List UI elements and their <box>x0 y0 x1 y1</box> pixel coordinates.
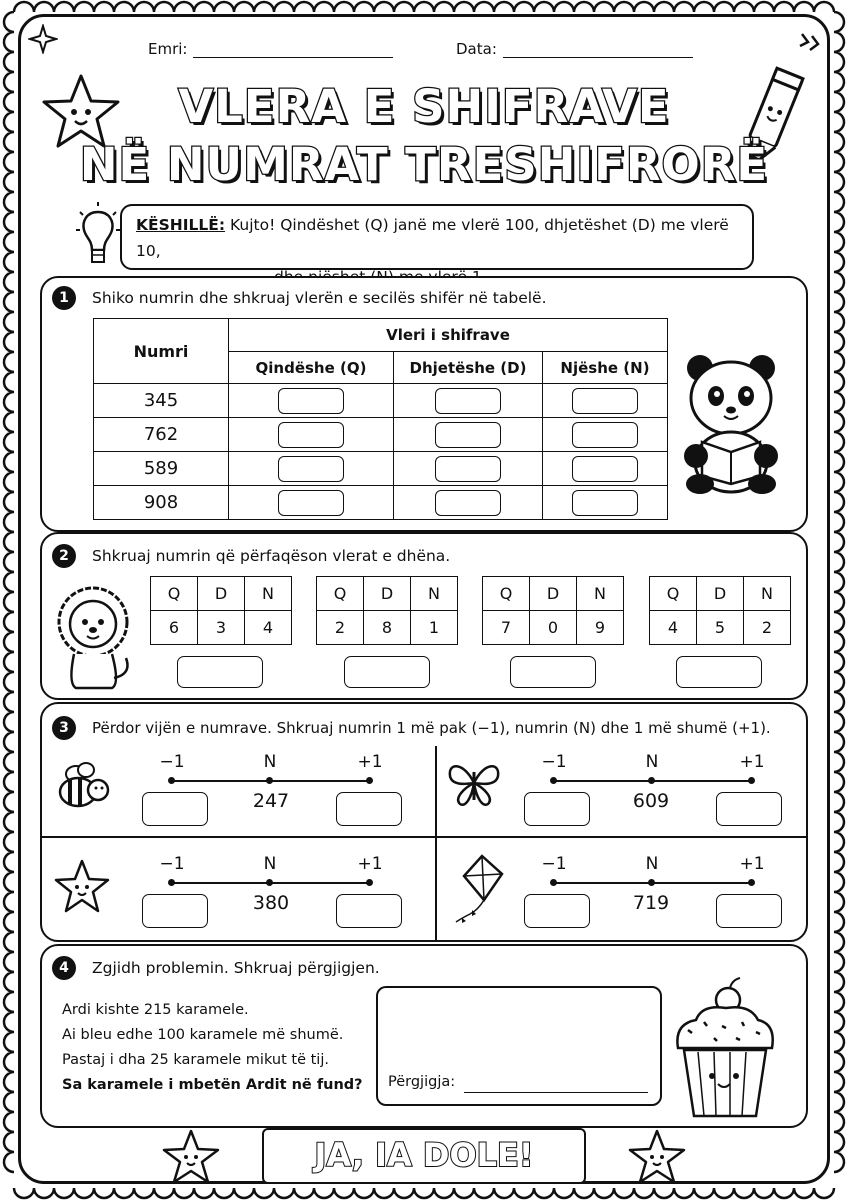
sparkle-icon <box>28 24 58 54</box>
date-line[interactable] <box>503 57 693 58</box>
section-4-instruction: Zgjidh problemin. Shkruaj përgjigjen. <box>92 959 380 977</box>
row-number: 345 <box>94 384 229 418</box>
tick-dot <box>648 777 655 784</box>
qdn-header: N <box>744 577 791 611</box>
answer-panel[interactable] <box>376 986 662 1106</box>
plus-one-label: +1 <box>357 854 383 874</box>
answer-box-q[interactable] <box>278 388 344 414</box>
date-field[interactable] <box>456 40 693 58</box>
tick-dot <box>748 777 755 784</box>
butterfly-icon <box>446 758 502 808</box>
answer-box-minus[interactable] <box>142 894 208 928</box>
answer-box-d[interactable] <box>435 456 501 482</box>
answer-box[interactable] <box>510 656 596 688</box>
section-3-number: 3 <box>52 716 76 740</box>
section-4-number: 4 <box>52 956 76 980</box>
qdn-header: D <box>697 577 744 611</box>
col-header-n: Njëshe (N) <box>543 352 668 384</box>
col-header-numri: Numri <box>94 319 229 384</box>
tick-dot <box>550 879 557 886</box>
star-character-icon <box>52 858 112 916</box>
title-line-1: VLERA E SHIFRAVE <box>178 80 670 133</box>
panda-reading-icon <box>678 352 784 496</box>
qdn-value: 2 <box>317 611 364 645</box>
section-2-number: 2 <box>52 544 76 568</box>
tip-label: KËSHILLË: <box>136 216 226 234</box>
col-header-group: Vleri i shifrave <box>229 319 668 352</box>
tick-dot <box>648 879 655 886</box>
divider <box>40 836 808 838</box>
date-label: Data: <box>456 40 497 58</box>
section-3-instruction: Përdor vijën e numrave. Shkruaj numrin 1 më pak (−1), numrin (N) dhe 1 më shumë (+1). <box>92 719 771 737</box>
qdn-value: 4 <box>650 611 697 645</box>
row-number: 589 <box>94 452 229 486</box>
title-line-2: NË NUMRAT TRESHIFRORË <box>79 138 769 191</box>
success-banner: JA, IA DOLE! <box>262 1128 586 1184</box>
minus-one-label: −1 <box>159 752 185 772</box>
divider <box>435 746 437 942</box>
qdn-value: 4 <box>245 611 292 645</box>
answer-box-n[interactable] <box>572 456 638 482</box>
problem-text <box>62 998 363 1098</box>
bee-icon <box>52 758 114 812</box>
plus-one-label: +1 <box>739 752 765 772</box>
problem-line: Pastaj i dha 25 karamele mikut të tij. <box>62 1052 329 1068</box>
qdn-value: 3 <box>198 611 245 645</box>
qdn-header: N <box>245 577 292 611</box>
qdn-header: N <box>577 577 624 611</box>
lightbulb-icon <box>74 200 122 274</box>
n-label: N <box>263 752 277 772</box>
answer-box-n[interactable] <box>572 422 638 448</box>
plus-one-label: +1 <box>739 854 765 874</box>
n-label: N <box>263 854 277 874</box>
answer-box-plus[interactable] <box>716 792 782 826</box>
answer-box[interactable] <box>177 656 263 688</box>
cupcake-icon <box>670 976 780 1122</box>
tip-text-1: Kujto! Qindëshet (Q) janë me vlerë 100, dhjetëshet (D) me vlerë 10, <box>136 216 729 260</box>
answer-box-d[interactable] <box>435 422 501 448</box>
name-label: Emri: <box>148 40 188 58</box>
qdn-header: Q <box>650 577 697 611</box>
qdn-header: N <box>411 577 458 611</box>
answer-box[interactable] <box>676 656 762 688</box>
answer-box-plus[interactable] <box>336 894 402 928</box>
sparkle-icon <box>796 30 826 54</box>
problem-line: Ai bleu edhe 100 karamele më shumë. <box>62 1027 344 1043</box>
qdn-value: 1 <box>411 611 458 645</box>
row-number: 908 <box>94 486 229 520</box>
n-value: 380 <box>252 892 290 914</box>
tick-dot <box>266 879 273 886</box>
qdn-table <box>649 576 791 645</box>
tip-box <box>120 204 754 270</box>
tick-dot <box>168 879 175 886</box>
table-row <box>94 486 668 520</box>
table-row <box>94 418 668 452</box>
answer-box-d[interactable] <box>435 388 501 414</box>
answer-box-minus[interactable] <box>142 792 208 826</box>
answer-box-minus[interactable] <box>524 792 590 826</box>
row-number: 762 <box>94 418 229 452</box>
qdn-value: 0 <box>530 611 577 645</box>
qdn-value: 5 <box>697 611 744 645</box>
answer-label: Përgjigja: <box>388 1074 456 1090</box>
qdn-value: 8 <box>364 611 411 645</box>
name-line[interactable] <box>193 57 393 58</box>
place-value-table <box>93 318 668 520</box>
plus-one-label: +1 <box>357 752 383 772</box>
n-value: 609 <box>632 790 670 812</box>
table-row <box>94 452 668 486</box>
answer-box-d[interactable] <box>435 490 501 516</box>
answer-box-plus[interactable] <box>336 792 402 826</box>
qdn-table <box>150 576 292 645</box>
lion-icon <box>50 584 136 692</box>
problem-question: Sa karamele i mbetën Ardit në fund? <box>62 1077 363 1093</box>
col-header-d: Dhjetëshe (D) <box>394 352 543 384</box>
answer-box-q[interactable] <box>278 456 344 482</box>
answer-box-n[interactable] <box>572 388 638 414</box>
n-value: 719 <box>632 892 670 914</box>
kite-icon <box>448 852 506 928</box>
n-label: N <box>645 854 659 874</box>
answer-box-n[interactable] <box>572 490 638 516</box>
star-character-icon <box>160 1128 222 1188</box>
qdn-table <box>316 576 458 645</box>
tick-dot <box>366 879 373 886</box>
name-field[interactable] <box>148 40 393 58</box>
problem-line: Ardi kishte 215 karamele. <box>62 1002 249 1018</box>
star-character-icon <box>626 1128 688 1188</box>
qdn-value: 2 <box>744 611 791 645</box>
section-1-instruction: Shiko numrin dhe shkruaj vlerën e secilës shifër në tabelë. <box>92 289 547 307</box>
qdn-value: 7 <box>483 611 530 645</box>
qdn-value: 9 <box>577 611 624 645</box>
answer-box-minus[interactable] <box>524 894 590 928</box>
qdn-header: D <box>530 577 577 611</box>
table-row <box>94 384 668 418</box>
qdn-table <box>482 576 624 645</box>
qdn-header: Q <box>483 577 530 611</box>
section-1-number: 1 <box>52 286 76 310</box>
tick-dot <box>168 777 175 784</box>
tick-dot <box>266 777 273 784</box>
answer-box-plus[interactable] <box>716 894 782 928</box>
minus-one-label: −1 <box>541 854 567 874</box>
qdn-value: 6 <box>151 611 198 645</box>
minus-one-label: −1 <box>159 854 185 874</box>
answer-box-q[interactable] <box>278 490 344 516</box>
tick-dot <box>748 879 755 886</box>
qdn-header: Q <box>317 577 364 611</box>
answer-box-q[interactable] <box>278 422 344 448</box>
col-header-q: Qindëshe (Q) <box>229 352 394 384</box>
minus-one-label: −1 <box>541 752 567 772</box>
tick-dot <box>550 777 557 784</box>
section-2-instruction: Shkruaj numrin që përfaqëson vlerat e dhëna. <box>92 547 451 565</box>
qdn-header: Q <box>151 577 198 611</box>
tick-dot <box>366 777 373 784</box>
qdn-header: D <box>364 577 411 611</box>
qdn-header: D <box>198 577 245 611</box>
answer-box[interactable] <box>344 656 430 688</box>
answer-line[interactable] <box>464 1092 648 1093</box>
n-label: N <box>645 752 659 772</box>
n-value: 247 <box>252 790 290 812</box>
